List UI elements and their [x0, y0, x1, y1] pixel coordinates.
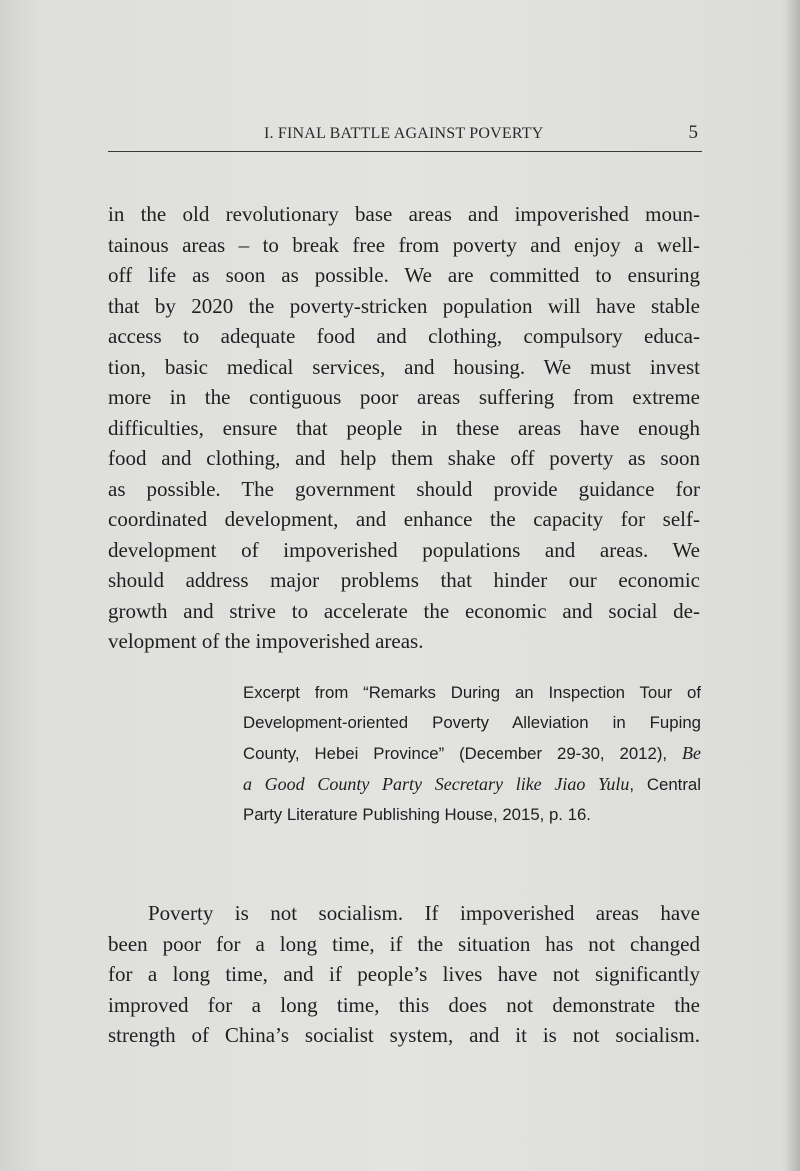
text-line: development of impoverished populations and areas. We — [108, 537, 700, 562]
header-rule — [108, 151, 702, 152]
text-line: coordinated development, and enhance the capacity for self- — [108, 507, 700, 531]
text-line: tion, basic medical services, and housing. We must invest — [108, 354, 700, 379]
text-line: velopment of the impoverished areas. — [108, 629, 424, 653]
text-line: tainous areas – to break free from poverty and enjoy a well- — [108, 232, 700, 257]
text-line: off life as soon as possible. We are committed to ensuring — [108, 263, 700, 287]
body-paragraph-2 — [108, 898, 700, 1051]
text-line: more in the contiguous poor areas suffering from extreme — [108, 385, 700, 409]
citation-text: , Central — [629, 775, 701, 794]
text-line: in the old revolutionary base areas and impoverished moun- — [108, 202, 700, 226]
text-line: strength of China’s socialist system, and it is not socialism. — [108, 1023, 700, 1047]
running-head — [108, 122, 700, 151]
running-title: I. FINAL BATTLE AGAINST POVERTY — [264, 125, 544, 142]
page-number: 5 — [688, 122, 698, 143]
citation-line — [243, 738, 701, 769]
text-line: Poverty is not socialism. If impoverished areas have — [148, 901, 700, 925]
page-edge-shadow — [786, 0, 800, 1171]
text-line: improved for a long time, this does not demonstrate the — [108, 992, 700, 1017]
book-title-start: Be — [682, 743, 701, 763]
text-line: access to adequate food and clothing, compulsory educa- — [108, 324, 700, 348]
text-line: should address major problems that hinder our economic — [108, 568, 700, 592]
text-line: that by 2020 the poverty-stricken population will have stable — [108, 293, 700, 318]
book-title: a Good County Party Secretary like Jiao Yulu — [243, 774, 630, 794]
source-citation — [243, 678, 701, 830]
citation-line: Excerpt from “Remarks During an Inspection Tour of — [243, 683, 701, 702]
text-line: been poor for a long time, if the situation has not changed — [108, 931, 700, 956]
citation-text: County, Hebei Province” (December 29-30, 2012), — [243, 744, 683, 763]
text-line: difficulties, ensure that people in these areas have enough — [108, 415, 700, 440]
text-line: growth and strive to accelerate the economic and social de- — [108, 598, 700, 623]
text-line: for a long time, and if people’s lives have not significantly — [108, 962, 700, 986]
text-line: food and clothing, and help them shake off poverty as soon — [108, 446, 700, 470]
citation-line — [243, 769, 701, 800]
body-paragraph-1 — [108, 199, 700, 657]
citation-line: Development-oriented Poverty Alleviation in Fuping — [243, 713, 701, 732]
citation-line: Party Literature Publishing House, 2015, p. 16. — [243, 805, 591, 824]
text-line: as possible. The government should provide guidance for — [108, 476, 700, 501]
